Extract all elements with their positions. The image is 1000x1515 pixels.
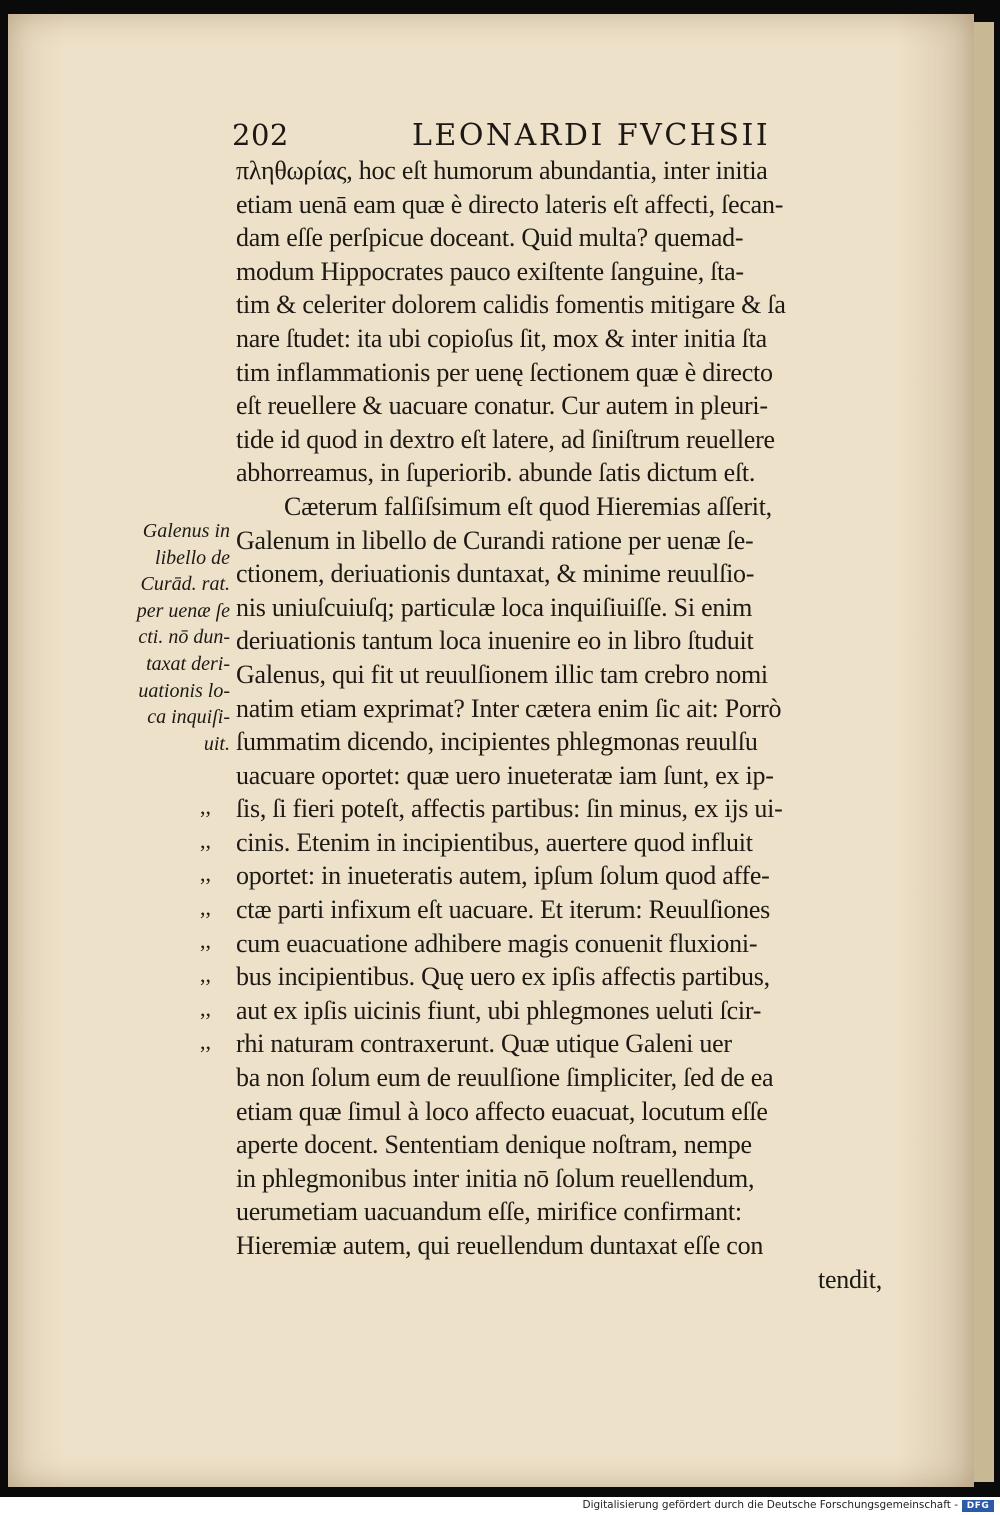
- quote-mark: ,,: [200, 928, 211, 954]
- quote-mark: ,,: [200, 1029, 211, 1055]
- marginal-line: cti. nō dun-: [138, 626, 230, 649]
- text-line: tim inflammationis per uenę ſectionem quæ è directo: [236, 357, 773, 387]
- text-line: abhorreamus, in ſuperiorib. abunde ſatis dictum eſt.: [236, 458, 756, 488]
- marginal-line: uit.: [203, 732, 230, 755]
- text-line: uacuare oportet: quæ uero inueteratæ iam ſunt, ex ip-: [236, 760, 774, 790]
- marginal-line: Galenus in: [142, 520, 230, 542]
- text-line: in phlegmonibus inter initia nō ſolum reuellendum,: [236, 1163, 755, 1193]
- text-line: ſummatim dicendo, incipientes phlegmonas reuulſu: [236, 727, 758, 757]
- text-line: uerumetiam uacuandum eſſe, mirifice confirmant:: [236, 1197, 742, 1227]
- dfg-logo: DFG: [962, 1500, 994, 1512]
- text-line: etiam uenā eam quæ è directo lateris eſt affecti, ſecan-: [236, 189, 784, 219]
- quote-mark: ,,: [200, 894, 211, 920]
- text-line: eſt reuellere & uacuare conatur. Cur autem in pleuri-: [236, 391, 768, 421]
- text-line: Galenum in libello de Curandi ratione per uenæ ſe-: [236, 525, 754, 555]
- marginal-note: [110, 518, 230, 757]
- quote-mark: ,,: [200, 961, 211, 987]
- text-line: nare ſtudet: ita ubi copioſus ſit, mox & inter initia ſta: [236, 323, 767, 353]
- text-line: rhi naturam contraxerunt. Quæ utique Galeni uer: [236, 1029, 732, 1059]
- marginal-line: libello de: [155, 546, 230, 569]
- page-edge: [974, 22, 994, 1482]
- text-line: πληθωρίας, hoc eſt humorum abundantia, inter initia: [236, 156, 768, 185]
- text-line: aut ex ipſis uicinis fiunt, ubi phlegmones ueluti ſcir-: [236, 995, 762, 1025]
- text-line: ctionem, deriuationis duntaxat, & minime reuulſio-: [236, 559, 755, 589]
- text-line: ctæ parti infixum eſt uacuare. Et iterum: Reuulſiones: [236, 895, 771, 925]
- text-line: modum Hippocrates pauco exiſtente ſanguine, ſta-: [236, 256, 744, 286]
- footer-bar: [0, 1497, 1000, 1515]
- text-line: bus incipientibus. Quę uero ex ipſis affectis partibus,: [236, 962, 770, 992]
- quote-mark: ,,: [200, 794, 211, 819]
- quote-mark: ,,: [200, 827, 211, 853]
- body-text: [236, 154, 882, 1296]
- quote-mark: ,,: [200, 995, 211, 1021]
- page-number: 202: [232, 118, 289, 152]
- marginal-line: per uenæ ſe: [136, 599, 230, 622]
- text-line: Galenus, qui fit ut reuulſionem illic tam crebro nomi: [236, 659, 768, 689]
- text-line: oportet: in inueteratis autem, ipſum ſolum quod affe-: [236, 861, 770, 891]
- text-line: tim & celeriter dolorem calidis fomentis mitigare & ſa: [236, 290, 786, 320]
- text-line: tide id quod in dextro eſt latere, ad ſiniſtrum reuellere: [236, 424, 775, 454]
- text-line: dam eſſe perſpicue doceant. Quid multa? quemad-: [236, 223, 744, 253]
- catchword: tendit,: [818, 1264, 882, 1294]
- text-line: cinis. Etenim in incipientibus, auertere quod influit: [236, 827, 753, 857]
- quote-mark: ,,: [200, 861, 211, 887]
- text-line: natim etiam exprimat? Inter cætera enim ſic ait: Porrò: [236, 693, 782, 723]
- text-line: deriuationis tantum loca inuenire eo in libro ſtuduit: [236, 626, 754, 656]
- text-line: ba non ſolum eum de reuulſione ſimpliciter, ſed de ea: [236, 1063, 774, 1093]
- marginal-line: ca inquiſi-: [147, 706, 230, 729]
- running-title: LEONARDI FVCHSII: [412, 118, 771, 153]
- marginal-line: taxat deri-: [146, 652, 230, 675]
- funding-notice: Digitalisierung gefördert durch die Deutsche Forschungsgemeinschaft -: [582, 1499, 958, 1511]
- page-header: [232, 118, 877, 158]
- text-line: nis uniuſcuiuſq; particulæ loca inquiſiuiſſe. Si enim: [236, 592, 753, 622]
- text-line: Hieremiæ autem, qui reuellendum duntaxat eſſe con: [236, 1231, 764, 1260]
- text-line: etiam quæ ſimul à loco affecto euacuat, locutum eſſe: [236, 1096, 768, 1126]
- marginal-line: Curād. rat.: [140, 573, 230, 596]
- text-line: aperte docent. Sententiam denique noſtram, nempe: [236, 1130, 752, 1160]
- marginal-line: uationis lo-: [138, 679, 230, 702]
- text-line: cum euacuatione adhibere magis conuenit fluxioni-: [236, 928, 758, 958]
- text-line: Cæterum falſiſsimum eſt quod Hieremias aſſerit,: [284, 491, 772, 521]
- text-line: ſis, ſi fieri poteſt, affectis partibus: ſin minus, ex ijs ui-: [236, 794, 783, 824]
- quotation-marks: [200, 790, 230, 1059]
